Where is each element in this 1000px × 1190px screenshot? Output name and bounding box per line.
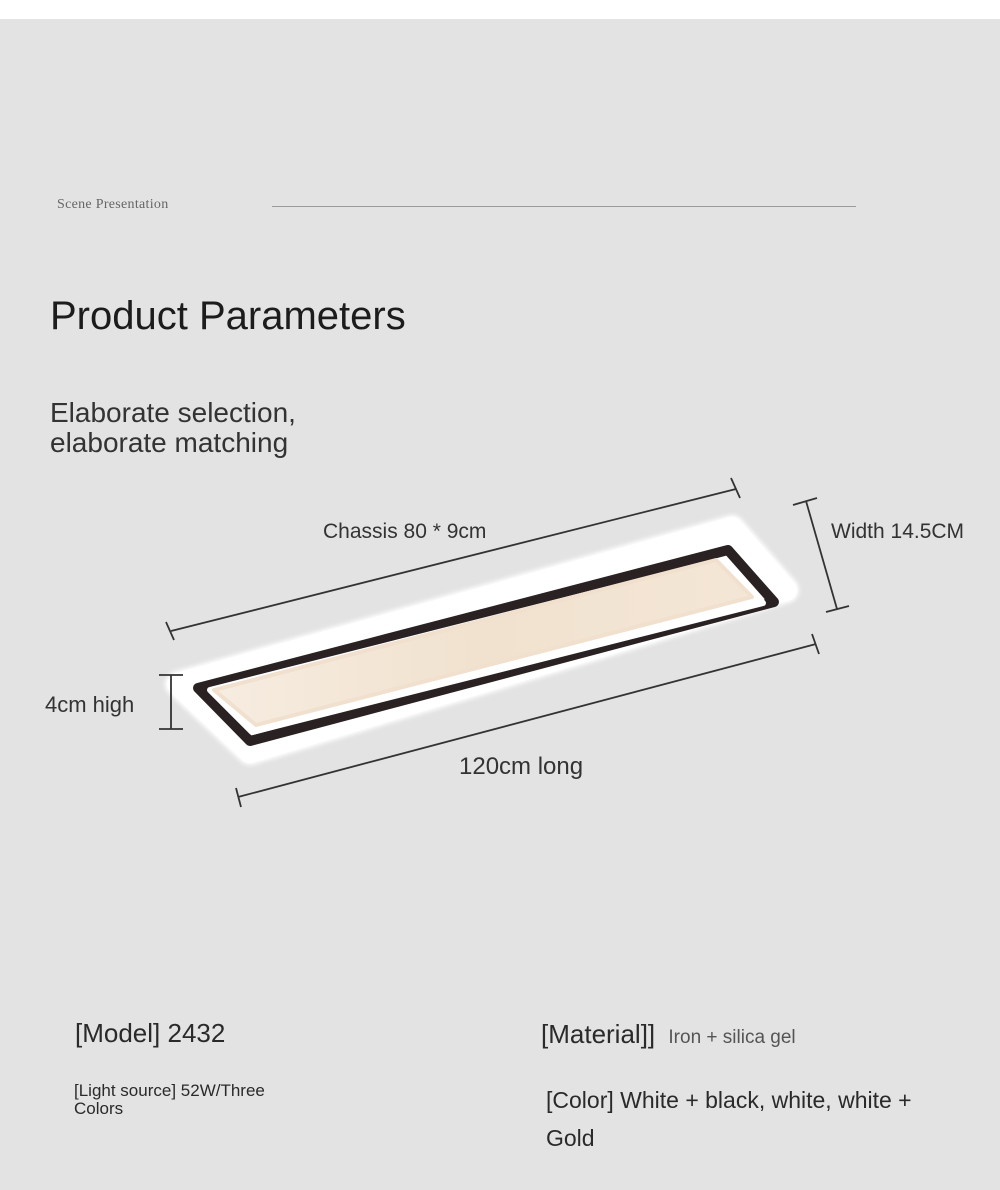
scene-presentation-label: Scene Presentation	[57, 197, 169, 212]
width-dimension-label: Width 14.5CM	[831, 520, 965, 543]
height-dimension-label: 4cm high	[45, 692, 135, 717]
spec-light-source: [Light source] 52W/Three Colors	[74, 1081, 265, 1118]
spec-model: [Model] 2432	[75, 1018, 226, 1048]
page-title: Product Parameters	[50, 294, 406, 338]
length-dimension-label: 120cm long	[459, 753, 584, 780]
tagline-line-2: elaborate matching	[50, 427, 289, 458]
spec-color: [Color] White + black, white, white + Gold	[546, 1087, 912, 1151]
spec-material-label: [Material]]	[541, 1019, 656, 1049]
width-dimension-line	[793, 498, 849, 612]
chassis-dimension-label: Chassis 80 * 9cm	[323, 520, 487, 543]
spec-material	[541, 1019, 796, 1050]
spec-material-value: Iron + silica gel	[668, 1027, 796, 1048]
tagline-line-1: Elaborate selection,	[50, 397, 296, 428]
